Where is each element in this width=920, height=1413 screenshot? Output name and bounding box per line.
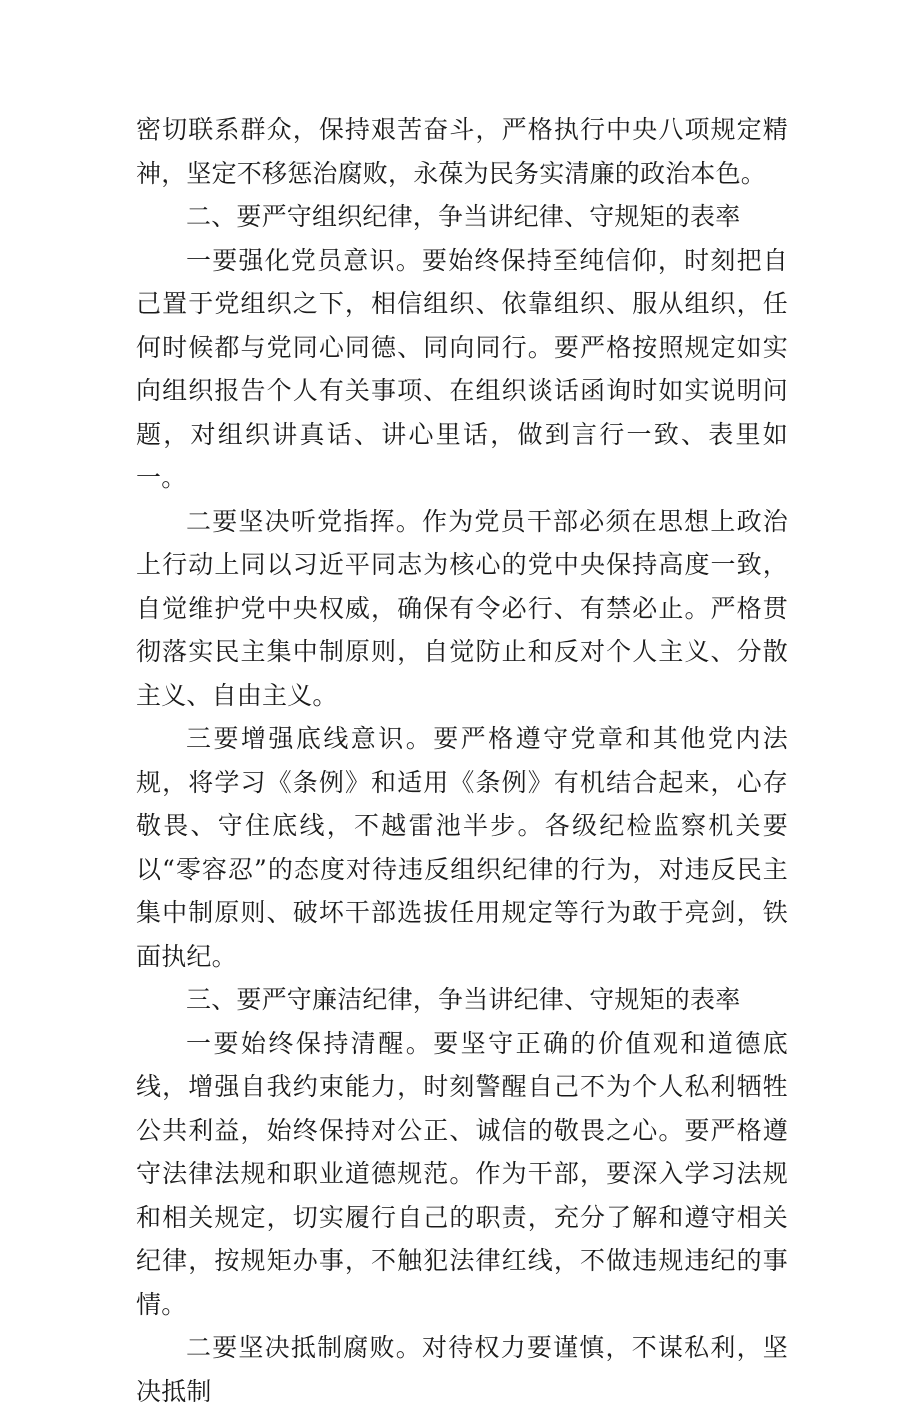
paragraph-continued: 密切联系群众，保持艰苦奋斗，严格执行中央八项规定精神，坚定不移惩治腐败，永葆为民务实清廉的政治本色。 [136, 115, 788, 188]
paragraph-stay-sober: 一要始终保持清醒。要坚守正确的价值观和道德底线，增强自我约束能力，时刻警醒自己不为个人私利牺牲公共利益，始终保持对公正、诚信的敬畏之心。要严格遵守法律法规和职业道德规范。作为干部，要深入学习法规和相关规定，切实履行自己的职责，充分了解和遵守相关纪律，按规矩办事，不触犯法律红线，不做违规违纪的事情。 [136, 1028, 788, 1319]
section-heading-3: 三、要严守廉洁纪律，争当讲纪律、守规矩的表率 [186, 985, 741, 1014]
paragraph-bottom-line: 三要增强底线意识。要严格遵守党章和其他党内法规，将学习《条例》和适用《条例》有机结合起来，心存敬畏、守住底线，不越雷池半步。各级纪检监察机关要以“零容忍”的态度对待违反组织纪律的行为，对违反民主集中制原则、破坏干部选拔任用规定等行为敢于亮剑，铁面执纪。 [136, 724, 788, 971]
paragraph-party-awareness: 一要强化党员意识。要始终保持至纯信仰，时刻把自己置于党组织之下，相信组织、依靠组织、服从组织，任何时候都与党同心同德、同向同行。要严格按照规定如实向组织报告个人有关事项、在组织谈话函询时如实说明问题，对组织讲真话、讲心里话，做到言行一致、表里如一。 [136, 245, 788, 492]
document-body [136, 108, 788, 1413]
paragraph-resist-corruption: 二要坚决抵制腐败。对待权力要谨慎，不谋私利，坚决抵制 [136, 1333, 788, 1406]
paragraph-follow-command: 二要坚决听党指挥。作为党员干部必须在思想上政治上行动上同以习近平同志为核心的党中央保持高度一致，自觉维护党中央权威，确保有令必行、有禁必止。严格贯彻落实民主集中制原则，自觉防止和反对个人主义、分散主义、自由主义。 [136, 506, 788, 710]
section-heading-2: 二、要严守组织纪律，争当讲纪律、守规矩的表率 [186, 202, 741, 231]
